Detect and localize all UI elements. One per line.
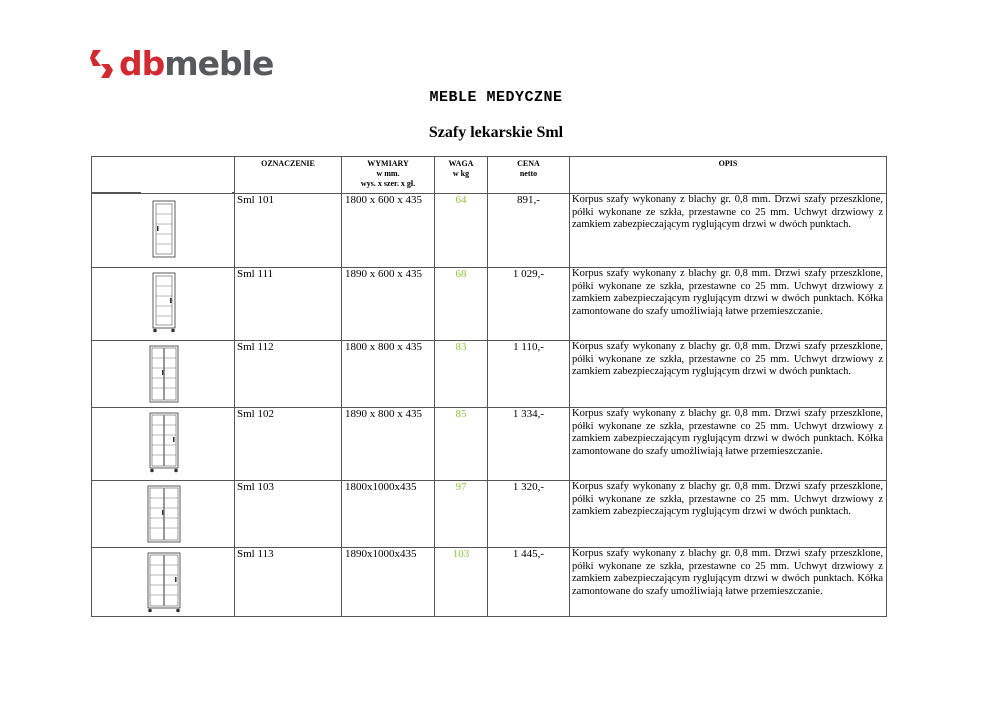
wide-double-door-cabinet-icon [147, 485, 181, 543]
product-weight: 68 [435, 268, 488, 341]
product-description: Korpus szafy wykonany z blachy gr. 0,8 mm. Drzwi szafy przeszklone, półki wykonane ze szkła, przestawne co 25 mm. Uchwyt drzwiowy z zamkiem zabezpieczającym ryglującym drzwi w dwóch punktach. [570, 194, 887, 268]
product-code: Sml 112 [235, 341, 342, 408]
product-code: Sml 101 [235, 194, 342, 268]
header-description: OPIS [570, 157, 887, 194]
product-weight: 103 [435, 548, 488, 617]
product-description: Korpus szafy wykonany z blachy gr. 0,8 mm. Drzwi szafy przeszklone, półki wykonane ze szkła, przestawne co 25 mm. Uchwyt drzwiowy z zamkiem zabezpieczającym ryglującym drzwi w dwóch punktach. Kółka zamontowane do szafy umożliwiają łatwe przemieszczanie. [570, 548, 887, 617]
table-row [92, 341, 887, 408]
table-row [92, 548, 887, 617]
product-description: Korpus szafy wykonany z blachy gr. 0,8 mm. Drzwi szafy przeszklone, półki wykonane ze szkła, przestawne co 25 mm. Uchwyt drzwiowy z zamkiem zabezpieczającym ryglującym drzwi w dwóch punktach. Kółka zamontowane do szafy umożliwiają łatwe przemieszczanie. [570, 408, 887, 481]
product-dimensions: 1890 x 800 x 435 [342, 408, 435, 481]
product-image-cell [92, 341, 235, 408]
table-header-row [92, 157, 887, 194]
product-code: Sml 113 [235, 548, 342, 617]
product-code: Sml 102 [235, 408, 342, 481]
wide-double-door-cabinet-on-wheels-icon [146, 552, 182, 614]
product-price: 891,- [488, 194, 570, 268]
product-description: Korpus szafy wykonany z blachy gr. 0,8 mm. Drzwi szafy przeszklone, półki wykonane ze szkła, przestawne co 25 mm. Uchwyt drzwiowy z zamkiem zabezpieczającym ryglującym drzwi w dwóch punktach. [570, 341, 887, 408]
product-dimensions: 1890 x 600 x 435 [342, 268, 435, 341]
product-image-cell [92, 481, 235, 548]
product-code: Sml 103 [235, 481, 342, 548]
header-image-cell [92, 157, 235, 194]
product-dimensions: 1890x1000x435 [342, 548, 435, 617]
product-dimensions: 1800 x 600 x 435 [342, 194, 435, 268]
product-weight: 83 [435, 341, 488, 408]
product-image-cell [92, 408, 235, 481]
single-door-cabinet-icon [152, 200, 176, 258]
product-price: 1 320,- [488, 481, 570, 548]
product-image-cell [92, 548, 235, 617]
product-image-cell [92, 194, 235, 268]
page-heading: MEBLE MEDYCZNE [429, 89, 563, 106]
single-door-cabinet-on-wheels-icon [151, 272, 177, 334]
table-row [92, 408, 887, 481]
product-weight: 97 [435, 481, 488, 548]
product-price: 1 029,- [488, 268, 570, 341]
product-weight: 64 [435, 194, 488, 268]
product-weight: 85 [435, 408, 488, 481]
company-logo [89, 44, 273, 84]
header-code: OZNACZENIE [235, 157, 342, 194]
product-dimensions: 1800 x 800 x 435 [342, 341, 435, 408]
header-price: CENA netto [488, 157, 570, 194]
product-image-cell [92, 268, 235, 341]
logo-text-db: db [119, 44, 165, 83]
product-code: Sml 111 [235, 268, 342, 341]
header-weight: WAGA w kg [435, 157, 488, 194]
page-subheading: Szafy lekarskie Sml [428, 124, 564, 141]
logo-wordmark [119, 44, 273, 84]
product-description: Korpus szafy wykonany z blachy gr. 0,8 mm. Drzwi szafy przeszklone, półki wykonane ze szkła, przestawne co 25 mm. Uchwyt drzwiowy z zamkiem zabezpieczającym ryglującym drzwi w dwóch punktach. Kółka zamontowane do szafy umożliwiają łatwe przemieszczanie. [570, 268, 887, 341]
product-table [91, 156, 887, 617]
product-description: Korpus szafy wykonany z blachy gr. 0,8 mm. Drzwi szafy przeszklone, półki wykonane ze szkła, przestawne co 25 mm. Uchwyt drzwiowy z zamkiem zabezpieczającym ryglującym drzwi w dwóch punktach. [570, 481, 887, 548]
product-price: 1 110,- [488, 341, 570, 408]
double-door-cabinet-icon [149, 345, 179, 403]
product-price: 1 334,- [488, 408, 570, 481]
table-row [92, 268, 887, 341]
product-price: 1 445,- [488, 548, 570, 617]
header-dimensions: WYMIARY w mm. wys. x szer. x gł. [342, 157, 435, 194]
table-row [92, 194, 887, 268]
product-dimensions: 1800x1000x435 [342, 481, 435, 548]
logo-text-meble: meble [164, 44, 274, 83]
table-row [92, 481, 887, 548]
double-door-cabinet-on-wheels-icon [148, 412, 180, 474]
db-brand-mark-icon [89, 47, 115, 81]
